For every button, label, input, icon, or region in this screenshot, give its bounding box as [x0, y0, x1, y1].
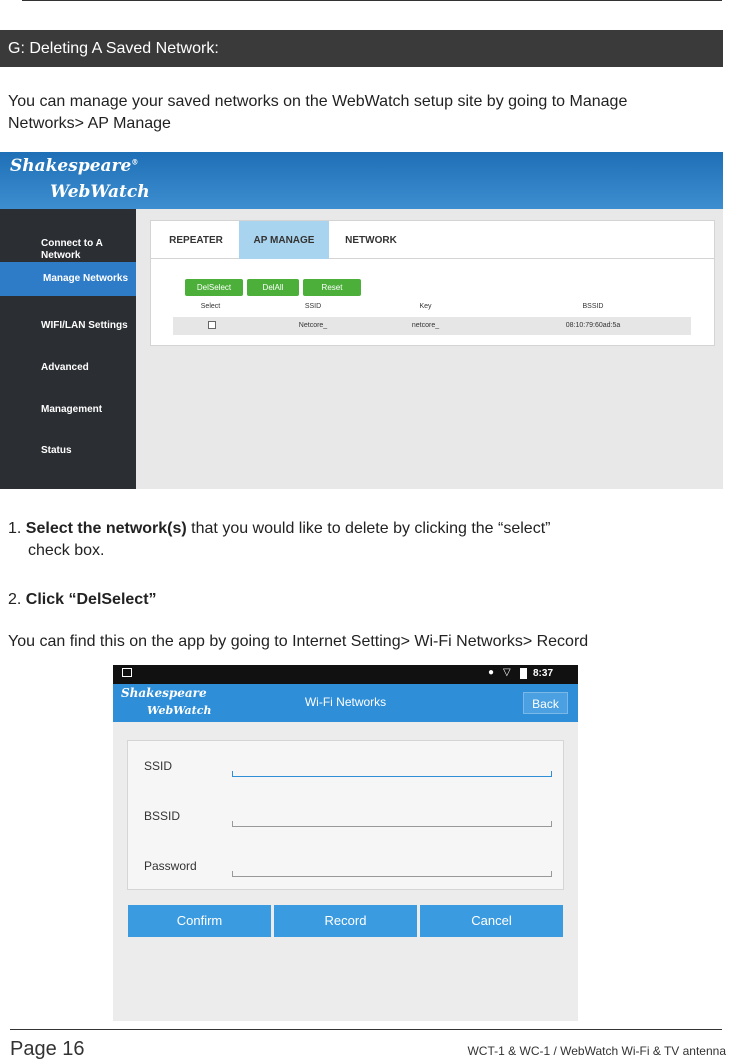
cancel-button[interactable]: Cancel — [420, 905, 563, 937]
webwatch-logo: WebWatch — [147, 704, 212, 717]
col-select: Select — [200, 303, 221, 310]
tab-repeater[interactable]: REPEATER — [169, 235, 223, 246]
web-header — [0, 152, 723, 209]
cell-key: netcore_ — [411, 322, 440, 329]
brand-logo-script: Shakespeare® — [10, 156, 139, 176]
network-form — [127, 740, 564, 890]
step-2: 2. Click “DelSelect” — [8, 591, 157, 608]
reset-button[interactable]: Reset — [303, 279, 361, 296]
app-instructions: You can find this on the app by going to Internet Setting> Wi-Fi Networks> Record — [8, 633, 589, 650]
notification-icon — [122, 668, 132, 677]
sidebar-item-management[interactable]: Management — [41, 404, 103, 415]
table-row — [173, 317, 691, 335]
delall-button[interactable]: DelAll — [247, 279, 299, 296]
tab-bar — [151, 221, 714, 259]
step-1: 1. Select the network(s) that you would like to delete by clicking the “select” check box. — [8, 520, 551, 559]
tab-network[interactable]: NETWORK — [345, 235, 397, 246]
ssid-label: SSID — [144, 759, 173, 773]
top-rule — [22, 0, 722, 1]
password-input[interactable] — [232, 871, 552, 877]
sidebar-item-status[interactable]: Status — [41, 445, 72, 456]
web-sidebar — [0, 209, 136, 489]
brand-logo-script: Shakespeare — [121, 686, 207, 700]
cell-ssid: Netcore_ — [298, 322, 328, 329]
section-title: G: Deleting A Saved Network: — [0, 30, 723, 67]
step-2-bold: Click “DelSelect” — [25, 591, 157, 608]
app-header — [113, 684, 578, 722]
select-checkbox[interactable] — [208, 321, 216, 329]
sidebar-item-connect[interactable]: Connect to A Network — [41, 238, 103, 261]
back-button[interactable]: Back — [523, 692, 568, 714]
web-setup-screenshot — [0, 152, 723, 489]
step-1-bold: Select the network(s) — [25, 520, 187, 537]
sidebar-item-wifi-lan[interactable]: WIFI/LAN Settings — [41, 320, 128, 331]
sidebar-item-manage-networks[interactable]: Manage Networks — [0, 262, 136, 296]
bssid-label: BSSID — [144, 809, 181, 823]
status-bar — [113, 665, 578, 684]
sidebar-item-advanced[interactable]: Advanced — [41, 362, 89, 373]
delselect-button[interactable]: DelSelect — [185, 279, 243, 296]
ssid-input[interactable] — [232, 771, 552, 777]
table-header — [173, 300, 691, 315]
webwatch-logo: WebWatch — [50, 182, 150, 202]
intro-text: You can manage your saved networks on the WebWatch setup site by going to Manage Networks> AP Manage — [8, 93, 628, 132]
wifi-icon: ▽ — [503, 667, 511, 678]
col-key: Key — [419, 303, 432, 310]
col-ssid: SSID — [304, 303, 322, 310]
password-label: Password — [144, 859, 197, 873]
tab-ap-manage[interactable]: AP MANAGE — [239, 221, 329, 259]
product-name: WCT-1 & WC-1 / WebWatch Wi-Fi & TV antenna — [467, 1044, 726, 1058]
record-button[interactable]: Record — [274, 905, 417, 937]
confirm-button[interactable]: Confirm — [128, 905, 271, 937]
ap-manage-panel — [150, 220, 715, 346]
location-icon: ● — [488, 667, 495, 678]
footer-rule — [10, 1029, 722, 1030]
app-title: Wi-Fi Networks — [304, 695, 387, 709]
app-screenshot — [113, 665, 578, 1021]
bssid-input[interactable] — [232, 821, 552, 827]
page-number: Page 16 — [10, 1038, 85, 1060]
cell-bssid: 08:10:79:60ad:5a — [565, 322, 621, 329]
battery-icon — [520, 668, 527, 679]
clock: 8:37 — [533, 668, 554, 679]
col-bssid: BSSID — [582, 303, 604, 310]
